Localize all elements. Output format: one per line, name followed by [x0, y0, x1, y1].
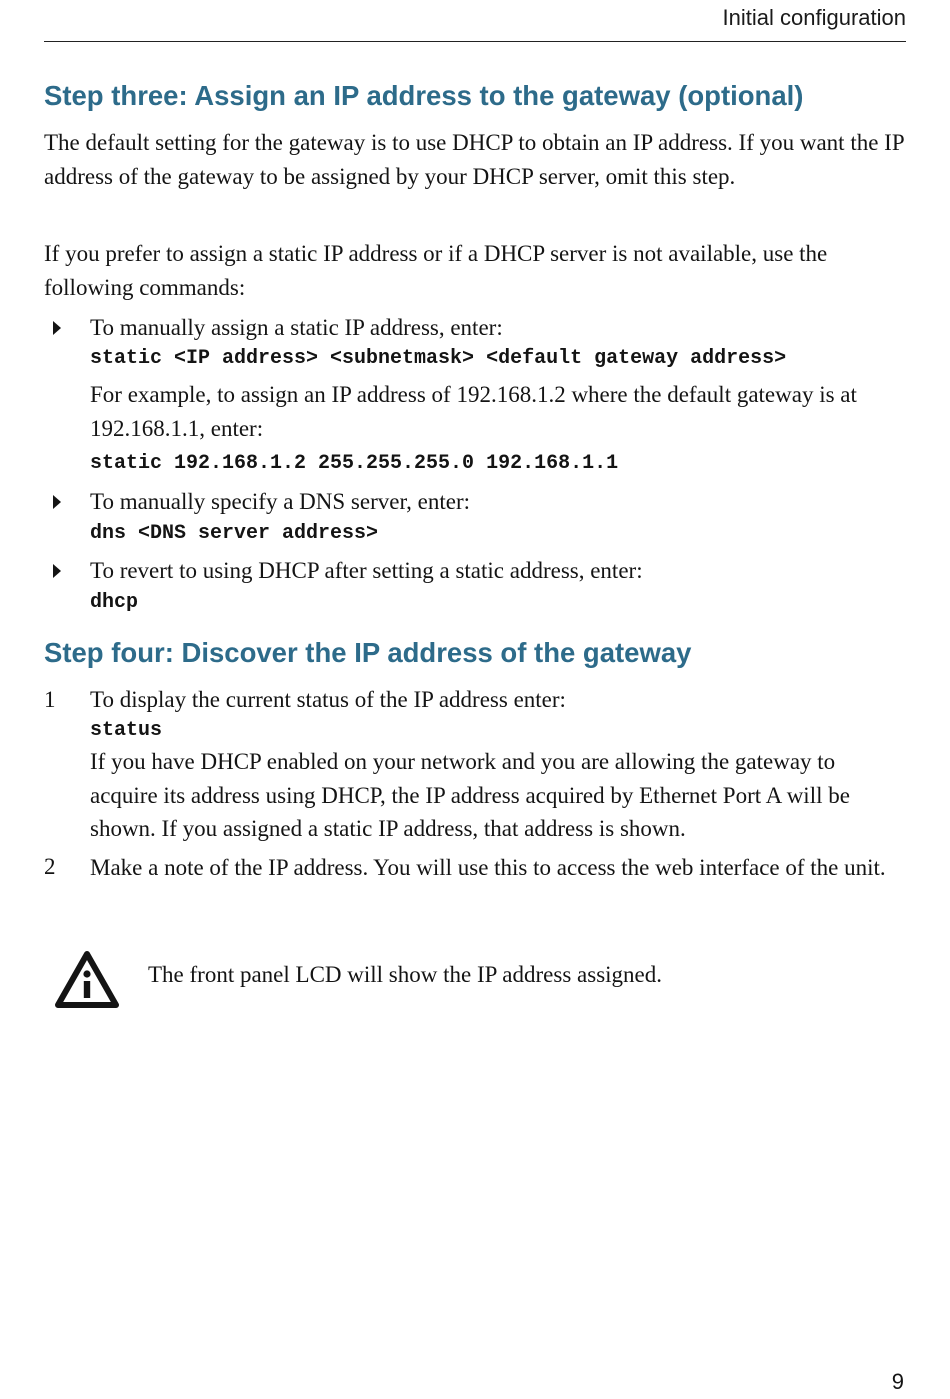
- step-three-paragraph-1: The default setting for the gateway is to use DHCP to obtain an IP address. If you want the IP address of the gateway to be assigned by your DHCP server, omit this step.: [44, 130, 904, 189]
- step-three-paragraph-2: If you prefer to assign a static IP address or if a DHCP server is not available, use the following commands:: [44, 241, 828, 300]
- bullet-dns-text: To manually specify a DNS server, enter:: [90, 489, 471, 514]
- note-text: The front panel LCD will show the IP address assigned.: [148, 962, 662, 987]
- list-item-1-text: To display the current status of the IP address enter:: [90, 687, 566, 712]
- command-dns: dns <DNS server address>: [90, 522, 379, 545]
- page-number: 9: [891, 1369, 904, 1394]
- list-item-1-detail: If you have DHCP enabled on your network and you are allowing the gateway to acquire its address using DHCP, the IP address acquired by Ethernet Port A will be shown. If you assigned a static IP address, that address is shown.: [90, 749, 850, 841]
- warning-info-icon: [54, 950, 120, 1010]
- command-dhcp: dhcp: [90, 591, 139, 614]
- command-status: status: [90, 719, 163, 742]
- bullet-arrow-icon: [53, 495, 61, 509]
- bullet-arrow-icon: [53, 564, 61, 578]
- list-item-2-text: Make a note of the IP address. You will use this to access the web interface of the unit.: [90, 855, 886, 880]
- bullet-dhcp-text: To revert to using DHCP after setting a static address, enter:: [90, 558, 643, 583]
- bullet-arrow-icon: [53, 321, 61, 335]
- header-title: Initial configuration: [722, 5, 906, 30]
- step-four-heading: Step four: Discover the IP address of the gateway: [44, 637, 692, 668]
- list-item-number: 2: [44, 854, 56, 879]
- list-item-number: 1: [44, 687, 56, 712]
- command-static-example: static 192.168.1.2 255.255.255.0 192.168.1.1: [90, 452, 619, 475]
- step-three-heading: Step three: Assign an IP address to the gateway (optional): [44, 80, 804, 111]
- static-example-text: For example, to assign an IP address of 192.168.1.2 where the default gateway is at 192.168.1.1, enter:: [90, 382, 857, 441]
- bullet-static-text: To manually assign a static IP address, enter:: [90, 315, 503, 340]
- page-header: [44, 0, 906, 42]
- command-static-syntax: static <IP address> <subnetmask> <default gateway address>: [90, 347, 787, 370]
